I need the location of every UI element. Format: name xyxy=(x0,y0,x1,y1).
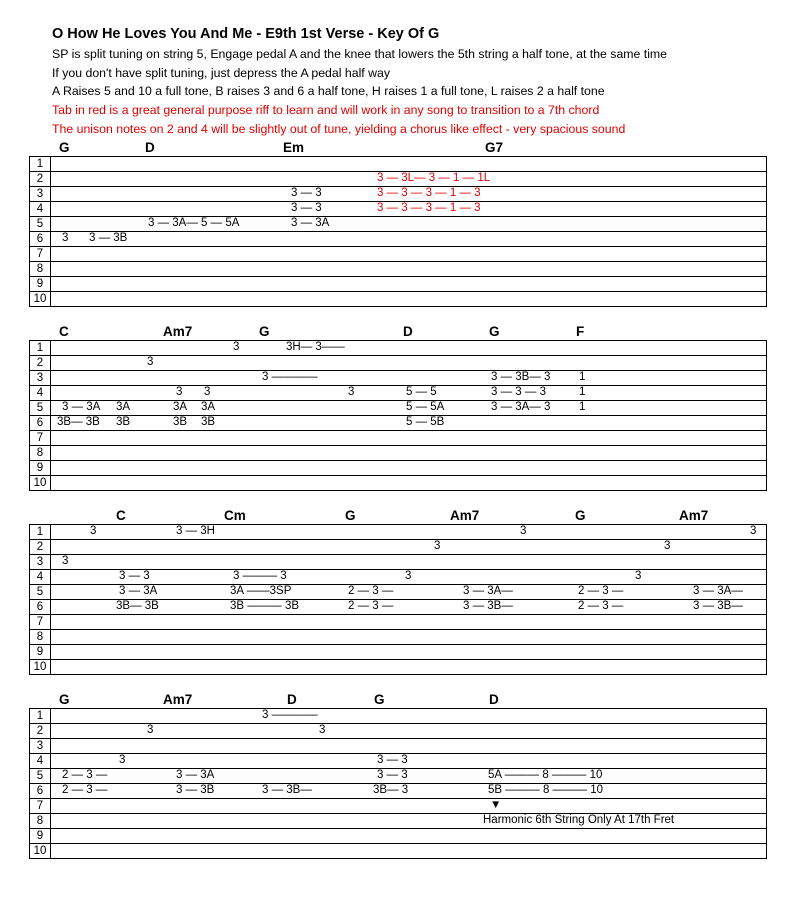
tab-notes: 3 xyxy=(348,386,355,398)
chord-name: G xyxy=(489,324,500,339)
string-line xyxy=(30,216,766,217)
chord-name: G xyxy=(259,324,270,339)
tab-notes: 3 — 3B— xyxy=(693,600,743,612)
tab-notes: 3 — 3 xyxy=(291,187,322,199)
string-number: 4 xyxy=(36,387,44,399)
string-number: 3 xyxy=(36,188,44,200)
tab-staff xyxy=(29,340,767,491)
string-number: 4 xyxy=(36,755,44,767)
tab-notes: 3 — 3B— xyxy=(463,600,513,612)
string-line xyxy=(30,385,766,386)
tab-notes: 3 xyxy=(62,232,69,244)
tab-notes: 2 — 3 — xyxy=(578,585,624,597)
string-number: 9 xyxy=(36,278,44,290)
string-number: 3 xyxy=(36,372,44,384)
instruction-note: If you don't have split tuning, just depress the A pedal half way xyxy=(52,66,390,80)
tab-notes: 3 xyxy=(233,341,240,353)
tab-notes: 3 xyxy=(204,386,211,398)
string-line xyxy=(30,629,766,630)
string-number: 7 xyxy=(36,800,44,812)
tab-notes: 3A xyxy=(173,401,188,413)
tab-notes: 3 — 3A— xyxy=(693,585,743,597)
instruction-note: The unison notes on 2 and 4 will be slightly out of tune, yielding a chorus like effect - very spacious sound xyxy=(52,122,626,136)
chord-name: G xyxy=(59,692,70,707)
chord-name: D xyxy=(403,324,413,339)
string-line xyxy=(30,738,766,739)
tab-notes: 3B xyxy=(201,416,216,428)
string-number: 5 xyxy=(36,402,44,414)
string-line xyxy=(30,554,766,555)
chord-name: D xyxy=(145,140,155,155)
tab-notes: 1 xyxy=(579,371,586,383)
string-number: 1 xyxy=(36,710,44,722)
tab-notes: 3 xyxy=(434,540,441,552)
string-line xyxy=(30,843,766,844)
string-number: 2 xyxy=(36,357,44,369)
tab-notes: 3 xyxy=(62,555,69,567)
string-number: 1 xyxy=(36,526,44,538)
tab-notes: 3 xyxy=(147,356,154,368)
string-number: 8 xyxy=(36,631,44,643)
tab-notes: 1 xyxy=(579,386,586,398)
tab-notes: 3A xyxy=(116,401,131,413)
string-number: 5 xyxy=(36,586,44,598)
tab-notes: 3 xyxy=(319,724,326,736)
tab-notes: 3 — 3H xyxy=(176,525,215,537)
string-number: 7 xyxy=(36,616,44,628)
instruction-note: SP is split tuning on string 5, Engage pedal A and the knee that lowers the 5th string a half tone, at the same time xyxy=(52,47,668,61)
chord-name: G xyxy=(345,508,356,523)
tab-notes: 3 — 3 — 3 — 1 — 3 xyxy=(377,187,481,199)
string-number: 5 xyxy=(36,218,44,230)
chord-name: Em xyxy=(283,140,305,155)
down-arrow-icon: ▼ xyxy=(490,799,502,811)
tab-notes: 3 ———— xyxy=(262,709,318,721)
tab-notes: 3B xyxy=(173,416,188,428)
string-line xyxy=(30,723,766,724)
string-line xyxy=(30,355,766,356)
instruction-note: A Raises 5 and 10 a full tone, B raises 3 and 6 a half tone, H raises 1 a full tone, L raises 2 a half tone xyxy=(52,84,605,98)
string-number: 3 xyxy=(36,556,44,568)
string-number: 1 xyxy=(36,158,44,170)
tab-notes: 3 — 3 xyxy=(377,754,408,766)
tab-notes: 3 xyxy=(635,570,642,582)
tab-notes: 3B— 3 xyxy=(373,784,409,796)
chord-name: D xyxy=(287,692,297,707)
page-title: O How He Loves You And Me - E9th 1st Verse - Key Of G xyxy=(52,26,440,42)
tab-notes: 3 — 3A xyxy=(119,585,158,597)
string-number: 6 xyxy=(36,233,44,245)
string-number: 5 xyxy=(36,770,44,782)
string-line xyxy=(30,445,766,446)
chord-name: C xyxy=(59,324,69,339)
tab-notes: 3 xyxy=(119,754,126,766)
string-number: 4 xyxy=(36,203,44,215)
chord-name: G xyxy=(374,692,385,707)
string-line xyxy=(30,798,766,799)
string-number: 6 xyxy=(36,601,44,613)
tab-notes: 2 — 3 — xyxy=(62,769,108,781)
tab-notes: 3 — 3 xyxy=(119,570,150,582)
tab-notes: 3 xyxy=(750,525,757,537)
chord-name: G xyxy=(59,140,70,155)
tab-notes: 3 xyxy=(520,525,527,537)
tab-notes: 3 — 3 — 3 — 1 — 3 xyxy=(377,202,481,214)
chord-name: Am7 xyxy=(163,692,193,707)
chord-name: F xyxy=(576,324,585,339)
tab-notes: 3 — 3L— 3 — 1 — 1L xyxy=(377,172,491,184)
tab-staff xyxy=(29,156,767,307)
tab-notes: 2 — 3 — xyxy=(348,585,394,597)
tab-notes: 3 — 3A— 5 — 5A xyxy=(148,217,240,229)
tab-notes: 3 ——— 3 xyxy=(233,570,287,582)
tab-notes: 3 xyxy=(90,525,97,537)
tab-notes: 3A ——3SP xyxy=(230,585,292,597)
string-line xyxy=(30,430,766,431)
harmonic-note: Harmonic 6th String Only At 17th Fret xyxy=(483,814,675,826)
string-number: 2 xyxy=(36,173,44,185)
string-line xyxy=(30,539,766,540)
tab-notes: 3B— 3B xyxy=(57,416,100,428)
tab-notes: 2 — 3 — xyxy=(62,784,108,796)
string-number: 1 xyxy=(36,342,44,354)
tab-notes: 3 — 3A xyxy=(176,769,215,781)
string-number: 2 xyxy=(36,725,44,737)
tab-notes: 3 xyxy=(405,570,412,582)
string-line xyxy=(30,261,766,262)
tab-notes: 3 — 3A— 3 xyxy=(491,401,551,413)
tab-notes: 3 — 3B— 3 xyxy=(491,371,551,383)
chord-name: Cm xyxy=(224,508,246,523)
tab-notes: 1 xyxy=(579,401,586,413)
tab-notes: 3 — 3 — 3 xyxy=(491,386,546,398)
tab-notes: 3 ———— xyxy=(262,371,318,383)
string-line xyxy=(30,246,766,247)
string-line xyxy=(30,828,766,829)
tab-notes: 3 — 3B— xyxy=(262,784,312,796)
tab-notes: 3 xyxy=(664,540,671,552)
tab-notes: 3 — 3A— xyxy=(463,585,513,597)
chord-name: G xyxy=(575,508,586,523)
string-number: 6 xyxy=(36,785,44,797)
tab-notes: 3A xyxy=(201,401,216,413)
string-number: 4 xyxy=(36,571,44,583)
string-number: 8 xyxy=(36,447,44,459)
tab-notes: 3 — 3B xyxy=(176,784,215,796)
tab-notes: 2 — 3 — xyxy=(348,600,394,612)
tab-notes: 3 — 3 xyxy=(377,769,408,781)
string-line xyxy=(30,291,766,292)
string-line xyxy=(30,276,766,277)
tab-notes: 5 — 5B xyxy=(406,416,445,428)
tab-notes: 5A ——— 8 ——— 10 xyxy=(488,769,603,781)
tab-notes: 3 — 3A xyxy=(62,401,101,413)
string-number: 10 xyxy=(33,845,47,857)
string-number: 10 xyxy=(33,661,47,673)
string-number: 3 xyxy=(36,740,44,752)
string-line xyxy=(30,370,766,371)
tab-notes: 3 xyxy=(147,724,154,736)
string-number: 2 xyxy=(36,541,44,553)
string-line xyxy=(30,400,766,401)
string-number: 10 xyxy=(33,477,47,489)
string-number: 8 xyxy=(36,815,44,827)
tab-notes: 3B xyxy=(116,416,131,428)
string-number: 7 xyxy=(36,248,44,260)
tab-notes: 3B— 3B xyxy=(116,600,159,612)
string-number: 8 xyxy=(36,263,44,275)
tab-notes: 3H— 3—— xyxy=(286,341,345,353)
tab-notes: 5 — 5 xyxy=(406,386,437,398)
chord-name: C xyxy=(116,508,126,523)
tab-staff xyxy=(29,524,767,675)
chord-name: G7 xyxy=(485,140,504,155)
string-number: 9 xyxy=(36,462,44,474)
string-line xyxy=(30,231,766,232)
string-number: 9 xyxy=(36,830,44,842)
tab-notes: 5B ——— 8 ——— 10 xyxy=(488,784,604,796)
tab-notes: 2 — 3 — xyxy=(578,600,624,612)
string-number: 7 xyxy=(36,432,44,444)
chord-name: D xyxy=(489,692,499,707)
string-line xyxy=(30,614,766,615)
tab-notes: 3B ——— 3B xyxy=(230,600,300,612)
string-line xyxy=(30,460,766,461)
tab-notes: 5 — 5A xyxy=(406,401,445,413)
string-line xyxy=(30,644,766,645)
chord-name: Am7 xyxy=(450,508,480,523)
tab-notes: 3 — 3A xyxy=(291,217,330,229)
string-line xyxy=(30,475,766,476)
tab-notes: 3 xyxy=(176,386,183,398)
tab-staff xyxy=(29,708,767,859)
tab-notes: 3 — 3 xyxy=(291,202,322,214)
string-number: 6 xyxy=(36,417,44,429)
string-number: 9 xyxy=(36,646,44,658)
string-line xyxy=(30,659,766,660)
string-number: 10 xyxy=(33,293,47,305)
chord-name: Am7 xyxy=(163,324,193,339)
chord-name: Am7 xyxy=(679,508,709,523)
instruction-note: Tab in red is a great general purpose riff to learn and will work in any song to transition to a 7th chord xyxy=(52,103,600,117)
tab-notes: 3 — 3B xyxy=(89,232,128,244)
string-line xyxy=(30,415,766,416)
